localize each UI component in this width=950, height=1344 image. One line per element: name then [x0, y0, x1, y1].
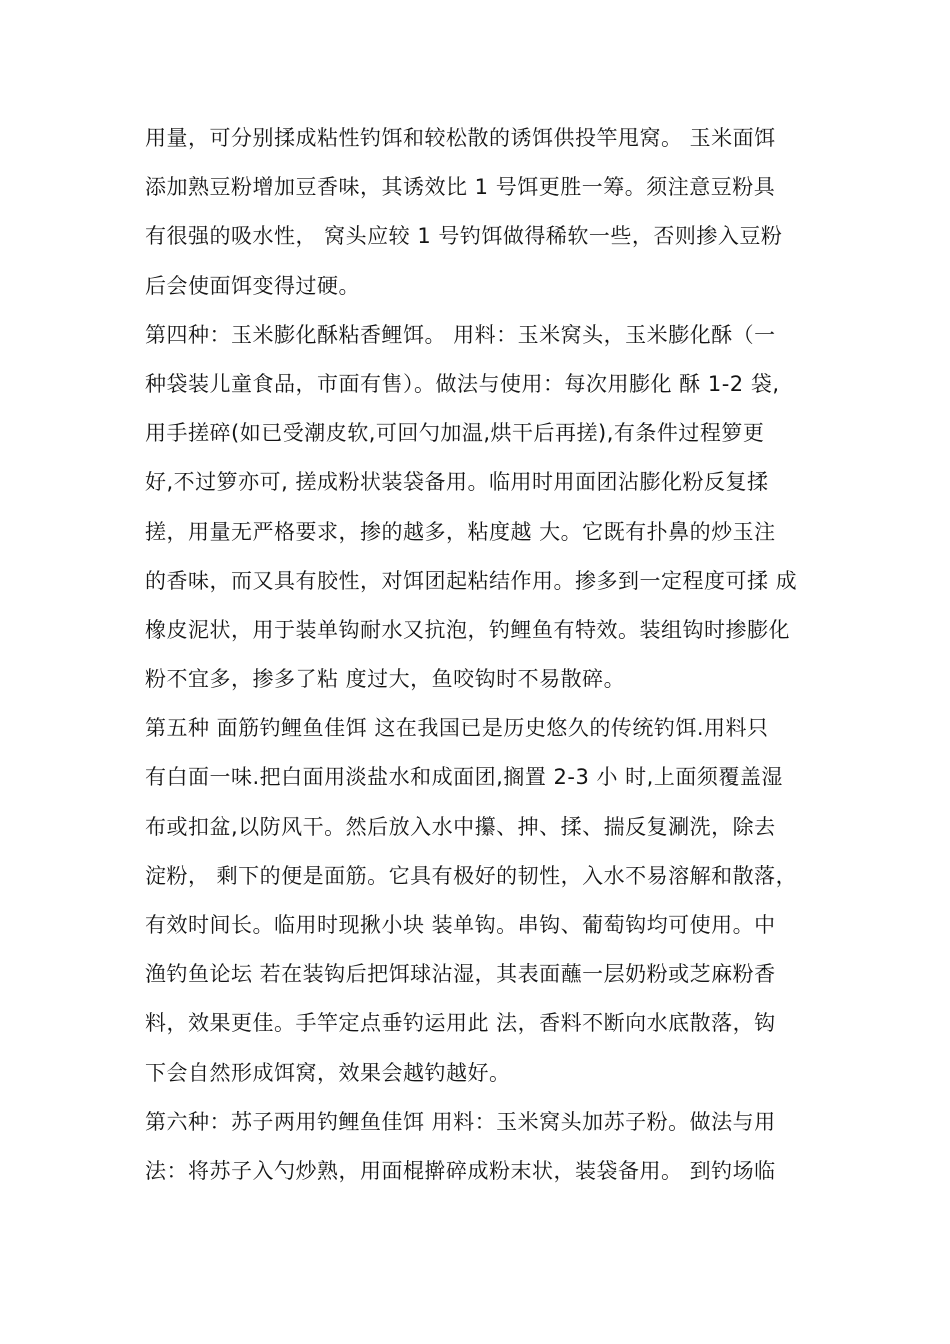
text-line: 用量，可分别揉成粘性钓饵和较松散的诱饵供投竿甩窝。 玉米面饵 [145, 126, 776, 150]
text-line: 下会自然形成饵窝，效果会越钓越好。 [145, 1060, 511, 1085]
paragraph-heading-line: 第六种：苏子两用钓鲤鱼佳饵 用料：玉米窝头加苏子粉。做法与用 [145, 1109, 776, 1134]
text-line: 用手搓碎(如已受潮皮软,可回勺加温,烘干后再搓),有条件过程箩更 [145, 421, 765, 446]
document-body [145, 114, 810, 1196]
text-line: 好,不过箩亦可, 搓成粉状装袋备用。临用时用面团沾膨化粉反复揉 [145, 470, 769, 495]
text-line: 橡皮泥状，用于装单钩耐水又抗泡，钓鲤鱼有特效。装组钩时掺膨化 [145, 617, 790, 642]
paragraph-heading-line: 第四种：玉米膨化酥粘香鲤饵。 用料：玉米窝头，玉米膨化酥（一 [145, 322, 776, 347]
text-line: 添加熟豆粉增加豆香味，其诱效比 1 号饵更胜一筹。须注意豆粉具 [145, 175, 776, 200]
text-line: 搓，用量无严格要求，掺的越多，粘度越 大。它既有扑鼻的炒玉注 [145, 519, 776, 544]
text-line: 淀粉， 剩下的便是面筋。它具有极好的韧性，入水不易溶解和散落， [145, 863, 798, 888]
text-line: 法：将苏子入勺炒熟，用面棍擀碎成粉末状，装袋备用。 到钓场临 [145, 1158, 776, 1183]
text-line: 有效时间长。临用时现揪小块 装单钩。串钩、葡萄钩均可使用。中 [145, 913, 776, 937]
text-line: 的香味，而又具有胶性，对饵团起粘结作用。掺多到一定程度可揉 成 [145, 568, 798, 593]
text-line: 布或扣盆,以防风干。然后放入水中攥、抻、揉、揣反复涮洗，除去 [145, 814, 776, 839]
text-line: 料，效果更佳。手竿定点垂钓运用此 法，香料不断向水底散落，钩 [145, 1011, 776, 1036]
paragraph-heading-line: 第五种 面筋钓鲤鱼佳饵 这在我国已是历史悠久的传统钓饵.用料只 [145, 716, 769, 741]
text-line: 后会使面饵变得过硬。 [145, 273, 360, 298]
text-line: 粉不宜多，掺多了粘 度过大，鱼咬钩时不易散碎。 [145, 667, 626, 692]
text-line: 种袋装儿童食品，市面有售）。做法与使用：每次用膨化 酥 1-2 袋, [145, 371, 780, 396]
text-line: 渔钓鱼论坛 若在装钩后把饵球沾湿，其表面蘸一层奶粉或芝麻粉香 [145, 962, 776, 987]
text-line: 有很强的吸水性， 窝头应较 1 号钓饵做得稀软一些，否则掺入豆粉 [145, 224, 783, 249]
text-line: 有白面一味.把白面用淡盐水和成面团,搁置 2-3 小 时,上面须覆盖湿 [145, 765, 783, 790]
